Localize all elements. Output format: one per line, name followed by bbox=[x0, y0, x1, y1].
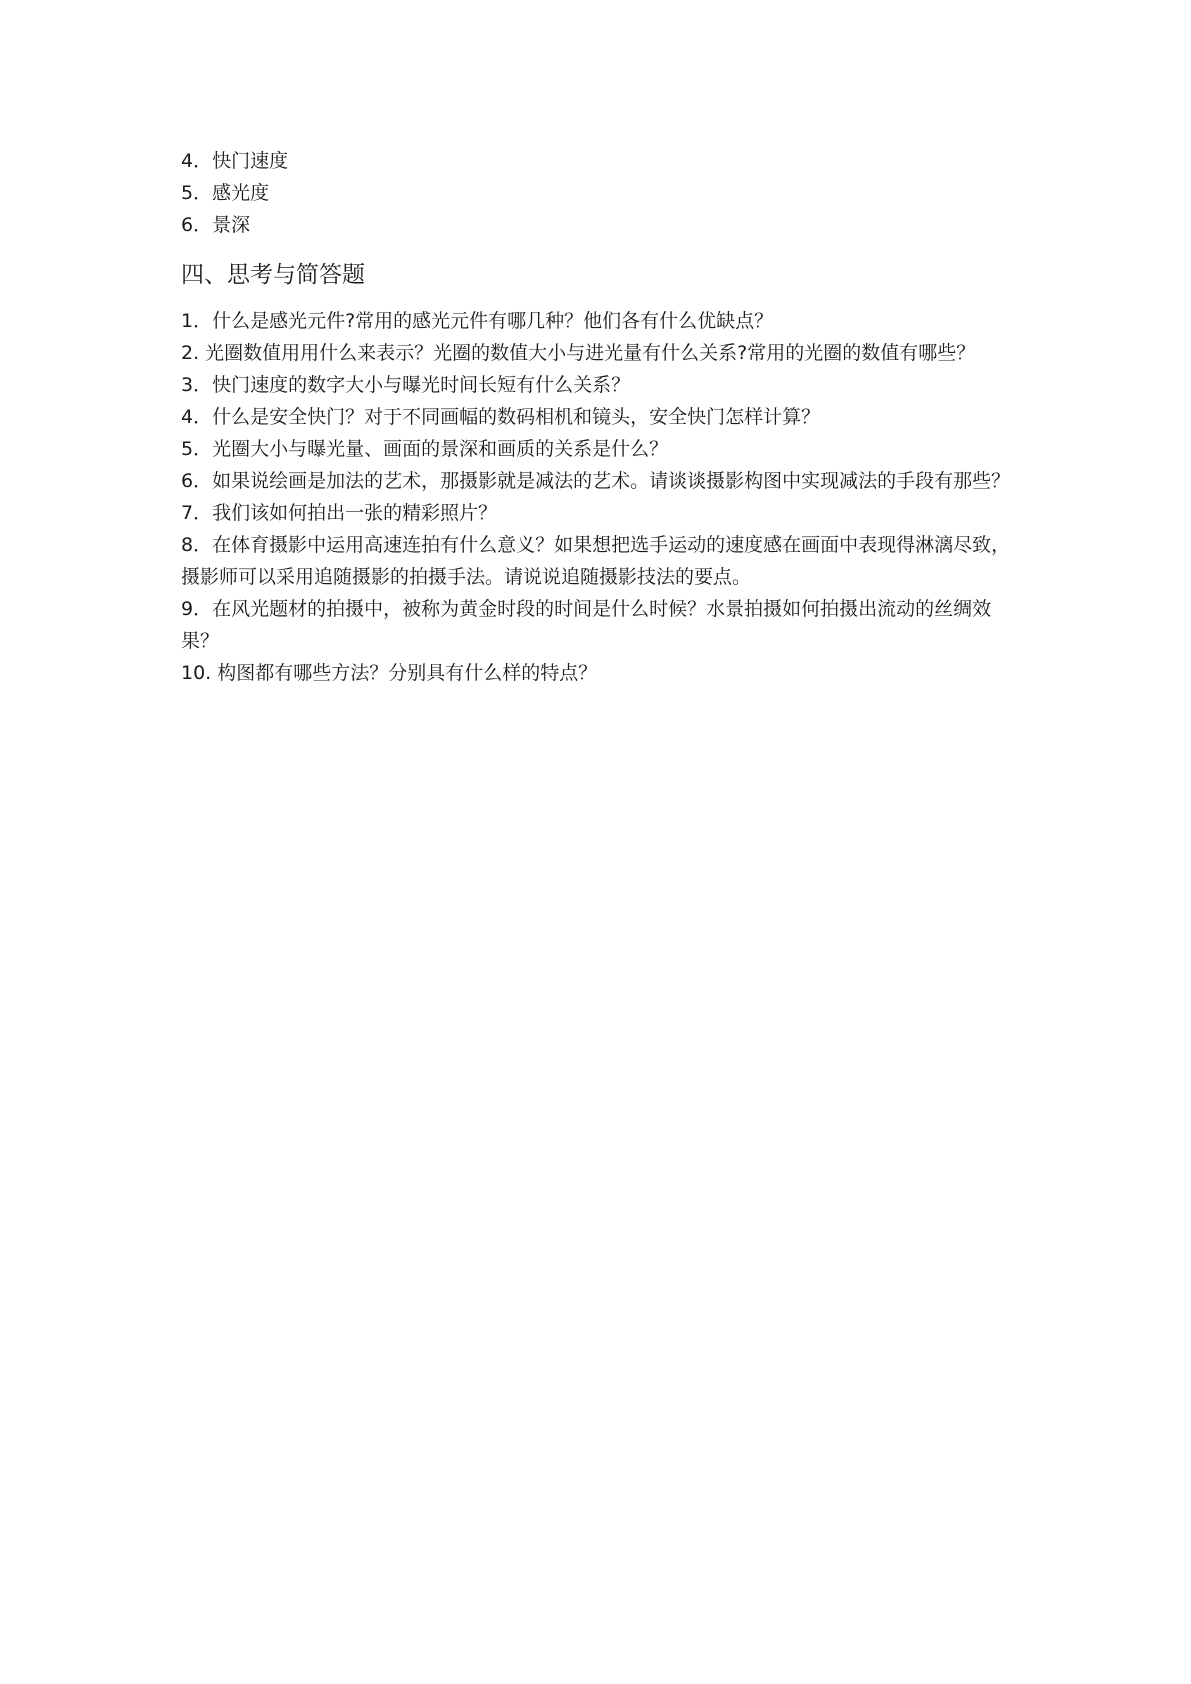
question-item: 8．在体育摄影中运用高速连拍有什么意义？如果想把选手运动的速度感在画面中表现得淋漓尽致，摄影师可以采用追随摄影的拍摄手法。请说说追随摄影技法的要点。 bbox=[181, 534, 1011, 588]
question-item: 10. 构图都有哪些方法？分别具有什么样的特点？ bbox=[181, 662, 598, 684]
term-item-iso: 5．感光度 bbox=[181, 182, 270, 204]
question-item: 1．什么是感光元件?常用的感光元件有哪几种？他们各有什么优缺点？ bbox=[181, 310, 774, 332]
question-item: 6．如果说绘画是加法的艺术，那摄影就是减法的艺术。请谈谈摄影构图中实现减法的手段有那些？ bbox=[181, 470, 1011, 492]
term-item-shutter-speed: 4．快门速度 bbox=[181, 150, 289, 172]
document-content bbox=[181, 145, 1021, 689]
question-list bbox=[181, 305, 1021, 689]
question-item: 5．光圈大小与曝光量、画面的景深和画质的关系是什么？ bbox=[181, 438, 669, 460]
question-item: 7．我们该如何拍出一张的精彩照片？ bbox=[181, 502, 498, 524]
term-item-depth-of-field: 6．景深 bbox=[181, 214, 251, 236]
term-list bbox=[181, 145, 1021, 241]
section-heading: 四、思考与简答题 bbox=[181, 262, 365, 288]
question-item: 3．快门速度的数字大小与曝光时间长短有什么关系？ bbox=[181, 374, 631, 396]
question-item: 9．在风光题材的拍摄中，被称为黄金时段的时间是什么时候？水景拍摄如何拍摄出流动的丝绸效果？ bbox=[181, 598, 992, 652]
question-item: 2. 光圈数值用用什么来表示？光圈的数值大小与进光量有什么关系?常用的光圈的数值有哪些？ bbox=[181, 342, 976, 364]
question-item: 4．什么是安全快门？对于不同画幅的数码相机和镜头，安全快门怎样计算？ bbox=[181, 406, 821, 428]
